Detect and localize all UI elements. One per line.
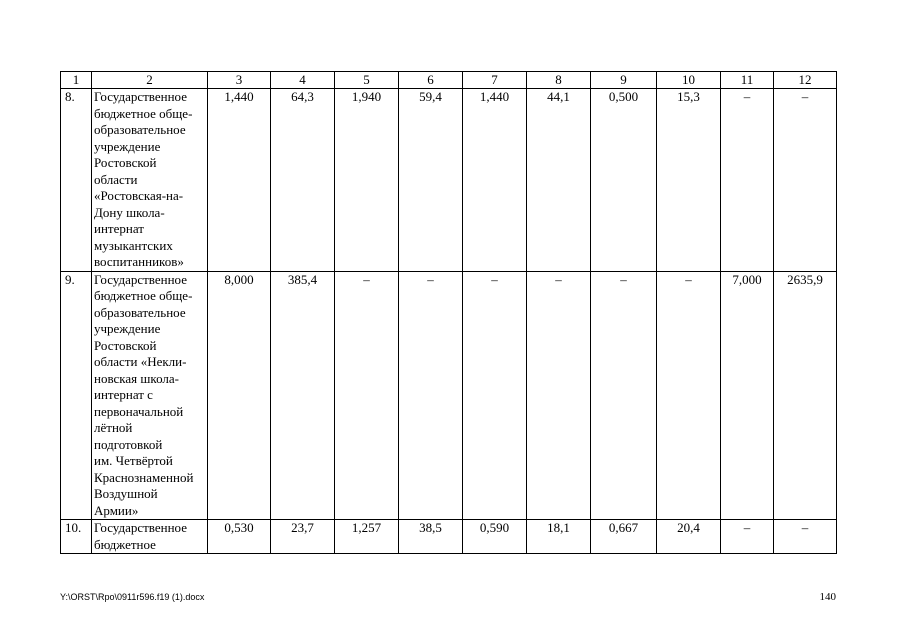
value-cell: 15,3 [657,89,721,272]
institution-name-line: Ростовской [94,155,157,170]
institution-name-line: Государственное [94,89,187,104]
institution-name-line: музыкантских [94,237,173,253]
value-cell: 1,940 [335,89,399,272]
value-cell: 1,440 [463,89,527,272]
institution-name-line: интернат [94,221,144,236]
value-cell: 18,1 [527,520,591,554]
value-cell: – [774,520,837,554]
institution-name-line: «Ростовская-на- [94,188,184,203]
institution-name-line: интернат с [94,387,153,402]
value-cell: – [591,271,657,520]
institution-name-line: Армии» [94,502,139,518]
row-number: 9. [61,271,92,520]
institution-name-line: бюджетное [94,536,156,552]
value-cell: 38,5 [399,520,463,554]
value-cell: 0,500 [591,89,657,272]
institution-name-line: Дону школа- [94,204,165,220]
column-header: 12 [774,72,837,89]
institution-name-line: Государственное [94,271,187,287]
value-cell: 0,530 [208,520,271,554]
institution-name-line: им. Четвёртой [94,453,173,468]
page-number: 140 [819,591,836,603]
column-header: 7 [463,72,527,89]
table-header [61,72,837,89]
institution-name-line: Ростовской [94,337,157,353]
value-cell: 0,590 [463,520,527,554]
row-number: 8. [61,89,92,272]
column-header: 5 [335,72,399,89]
value-cell: 44,1 [527,89,591,272]
value-cell: 1,257 [335,520,399,554]
value-cell: 0,667 [591,520,657,554]
value-cell: – [721,89,774,272]
value-cell: – [527,271,591,520]
institution-name-line: бюджетное обще- [94,105,193,121]
institution-name [92,89,208,272]
value-cell: 7,000 [721,271,774,520]
institution-name-line: бюджетное обще- [94,288,193,303]
column-header: 4 [271,72,335,89]
value-cell: 1,440 [208,89,271,272]
value-cell: 64,3 [271,89,335,272]
column-header: 11 [721,72,774,89]
institution-name-line: подготовкой [94,436,163,452]
institution-name-line: учреждение [94,321,161,336]
table-row [61,89,837,272]
footer-file-path: Y:\ORST\Rpo\0911r596.f19 (1).docx [60,592,205,602]
value-cell: 23,7 [271,520,335,554]
header-row [61,72,837,89]
value-cell: – [774,89,837,272]
column-header: 9 [591,72,657,89]
table-row [61,520,837,554]
column-header: 2 [92,72,208,89]
column-header: 8 [527,72,591,89]
row-number: 10. [61,520,92,554]
value-cell: 20,4 [657,520,721,554]
value-cell: 385,4 [271,271,335,520]
column-header: 10 [657,72,721,89]
institution-name-line: Краснознаменной [94,469,194,485]
value-cell: – [335,271,399,520]
column-header: 3 [208,72,271,89]
institution-name-line: первоначальной [94,403,184,419]
institution-name-line: новская школа- [94,370,179,386]
table-row [61,271,837,520]
institution-name [92,520,208,554]
institution-name-line: образовательное [94,122,186,137]
value-cell: – [463,271,527,520]
column-header: 6 [399,72,463,89]
institution-name-line: области [94,171,138,187]
institution-name-line: образовательное [94,304,186,320]
data-table [60,71,837,554]
institution-name-line: Государственное [94,520,187,535]
institution-name-line: области «Некли- [94,354,187,369]
value-cell: 2635,9 [774,271,837,520]
value-cell: – [721,520,774,554]
institution-name-line: лётной [94,420,133,435]
value-cell: – [657,271,721,520]
column-header: 1 [61,72,92,89]
value-cell: 59,4 [399,89,463,272]
institution-name-line: Воздушной [94,486,158,501]
institution-name-line: учреждение [94,138,161,154]
table-body [61,89,837,554]
institution-name [92,271,208,520]
value-cell: – [399,271,463,520]
institution-name-line: воспитанников» [94,254,184,269]
value-cell: 8,000 [208,271,271,520]
